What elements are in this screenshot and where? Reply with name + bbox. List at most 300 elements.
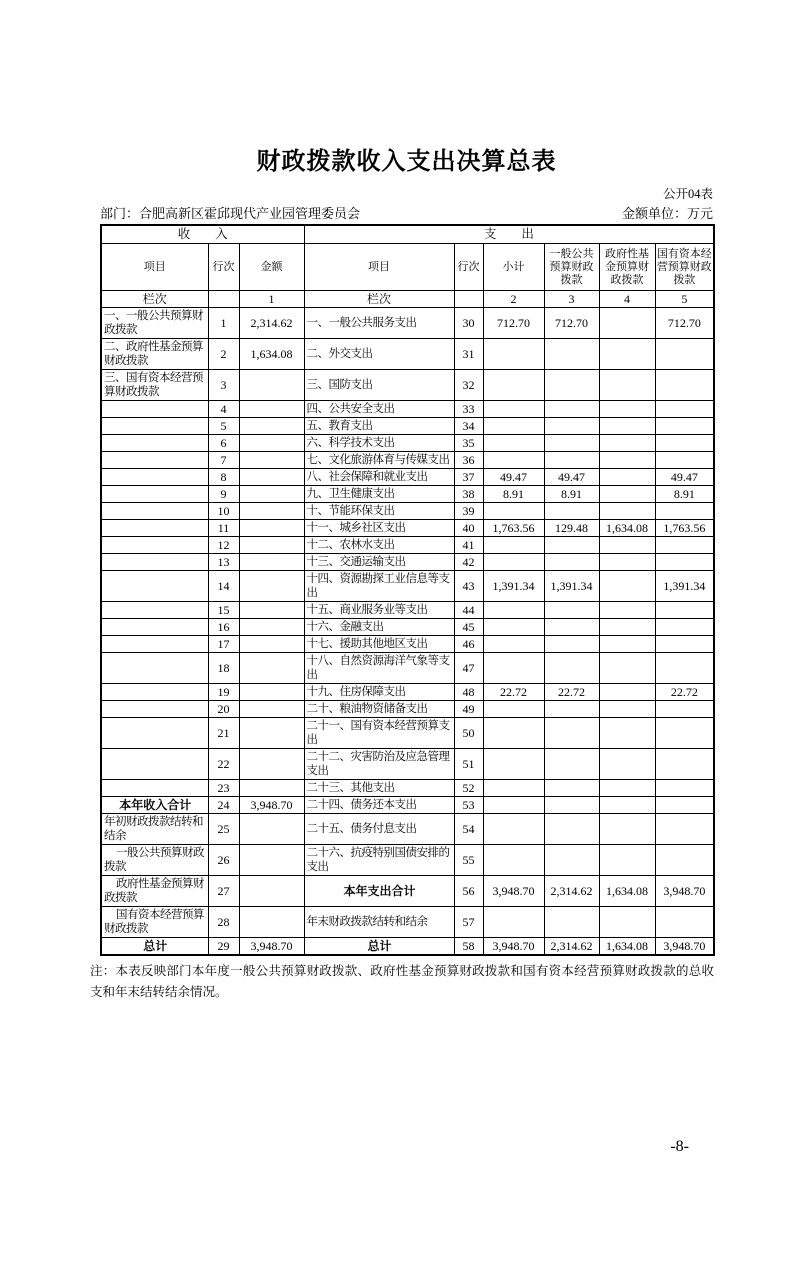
government-fund-budget-cell xyxy=(599,653,655,684)
income-item-cell xyxy=(101,520,208,537)
expenditure-line-no-cell: 49 xyxy=(454,701,483,718)
expenditure-line-no-cell: 52 xyxy=(454,780,483,797)
expenditure-item-cell: 七、文化旅游体育与传媒支出 xyxy=(304,452,454,469)
income-item-cell xyxy=(101,418,208,435)
expenditure-item-cell: 四、公共安全支出 xyxy=(304,401,454,418)
expenditure-line-no-cell: 53 xyxy=(454,797,483,814)
table-row xyxy=(101,814,714,845)
income-item-cell: 国有资本经营预算财政拨款 xyxy=(101,907,208,938)
income-amount-cell: 3,948.70 xyxy=(239,938,304,956)
income-amount-cell xyxy=(239,636,304,653)
subtotal-cell xyxy=(483,370,544,401)
subtotal-cell xyxy=(483,749,544,780)
expenditure-line-no-cell: 40 xyxy=(454,520,483,537)
income-item-cell xyxy=(101,452,208,469)
column-index-row xyxy=(101,291,714,308)
expenditure-item-cell: 十二、农林水支出 xyxy=(304,537,454,554)
government-fund-budget-cell xyxy=(599,537,655,554)
government-fund-budget-cell xyxy=(599,749,655,780)
income-item-cell xyxy=(101,401,208,418)
unit-label: 金额单位：万元 xyxy=(621,206,713,221)
income-amount-cell xyxy=(239,520,304,537)
general-public-budget-cell xyxy=(544,339,599,370)
expenditure-item-cell: 十八、自然资源海洋气象等支出 xyxy=(304,653,454,684)
expenditure-item-cell: 二十二、灾害防治及应急管理支出 xyxy=(304,749,454,780)
government-fund-budget-cell xyxy=(599,418,655,435)
general-public-budget-cell xyxy=(544,636,599,653)
table-row xyxy=(101,845,714,876)
state-capital-budget-cell xyxy=(655,370,714,401)
expenditure-line-no-cell: 30 xyxy=(454,308,483,339)
government-fund-budget-cell xyxy=(599,701,655,718)
income-amount-cell xyxy=(239,469,304,486)
expenditure-line-no-cell: 36 xyxy=(454,452,483,469)
state-capital-budget-cell xyxy=(655,503,714,520)
expenditure-line-no-cell: 34 xyxy=(454,418,483,435)
income-line-no-cell: 12 xyxy=(208,537,239,554)
general-public-budget-cell: 1,391.34 xyxy=(544,571,599,602)
page-number: -8- xyxy=(670,1138,689,1155)
government-fund-budget-cell xyxy=(599,814,655,845)
government-fund-budget-cell xyxy=(599,486,655,503)
expenditure-item-cell: 二、外交支出 xyxy=(304,339,454,370)
income-item-cell xyxy=(101,469,208,486)
government-fund-budget-cell xyxy=(599,435,655,452)
income-line-no-cell: 14 xyxy=(208,571,239,602)
table-row xyxy=(101,469,714,486)
subtotal-cell xyxy=(483,418,544,435)
expenditure-line-no-cell: 35 xyxy=(454,435,483,452)
income-line-no-cell: 5 xyxy=(208,418,239,435)
state-capital-budget-cell xyxy=(655,749,714,780)
column-header-general-public-budget: 一般公共预算财政拨款 xyxy=(544,244,599,291)
table-row xyxy=(101,339,714,370)
table-row xyxy=(101,797,714,814)
department-label: 部门：合肥高新区霍邱现代产业园管理委员会 xyxy=(100,206,361,221)
state-capital-budget-cell xyxy=(655,339,714,370)
income-amount-cell xyxy=(239,486,304,503)
table-row xyxy=(101,370,714,401)
general-public-budget-cell: 8.91 xyxy=(544,486,599,503)
government-fund-budget-cell xyxy=(599,571,655,602)
government-fund-budget-cell xyxy=(599,602,655,619)
income-line-no-cell: 22 xyxy=(208,749,239,780)
income-item-cell xyxy=(101,619,208,636)
table-row xyxy=(101,554,714,571)
expenditure-item-cell: 二十三、其他支出 xyxy=(304,780,454,797)
state-capital-budget-cell xyxy=(655,401,714,418)
table-row xyxy=(101,520,714,537)
income-amount-cell xyxy=(239,554,304,571)
general-public-budget-cell: 2,314.62 xyxy=(544,876,599,907)
state-capital-budget-cell: 3,948.70 xyxy=(655,876,714,907)
state-capital-budget-cell xyxy=(655,636,714,653)
general-public-budget-cell: 49.47 xyxy=(544,469,599,486)
income-amount-cell xyxy=(239,452,304,469)
income-item-cell xyxy=(101,602,208,619)
subtotal-cell xyxy=(483,452,544,469)
table-row xyxy=(101,602,714,619)
income-amount-cell: 2,314.62 xyxy=(239,308,304,339)
subtotal-cell xyxy=(483,636,544,653)
general-public-budget-cell xyxy=(544,814,599,845)
column-header-expenditure-line-no: 行次 xyxy=(454,244,483,291)
expenditure-line-no-cell: 38 xyxy=(454,486,483,503)
column-header-subtotal: 小计 xyxy=(483,244,544,291)
state-capital-budget-cell xyxy=(655,907,714,938)
subtotal-cell: 49.47 xyxy=(483,469,544,486)
meta-row xyxy=(100,205,713,222)
subtotal-cell xyxy=(483,814,544,845)
column-header-income-item: 项目 xyxy=(101,244,208,291)
general-public-budget-cell xyxy=(544,780,599,797)
general-public-budget-cell xyxy=(544,452,599,469)
table-row xyxy=(101,571,714,602)
state-capital-budget-cell xyxy=(655,418,714,435)
income-line-no-cell: 29 xyxy=(208,938,239,956)
expenditure-item-cell: 三、国防支出 xyxy=(304,370,454,401)
income-item-cell: 年初财政拨款结转和结余 xyxy=(101,814,208,845)
income-item-cell xyxy=(101,554,208,571)
state-capital-budget-cell xyxy=(655,537,714,554)
income-amount-cell xyxy=(239,684,304,701)
table-row xyxy=(101,503,714,520)
subtotal-cell xyxy=(483,797,544,814)
subtotal-cell xyxy=(483,503,544,520)
table-note: 注：本表反映部门本年度一般公共预算财政拨款、政府性基金预算财政拨款和国有资本经营预算财政拨款的总收支和年末结转结余情况。 xyxy=(90,964,714,999)
income-amount-cell: 1,634.08 xyxy=(239,339,304,370)
income-line-no-cell: 10 xyxy=(208,503,239,520)
table-row xyxy=(101,435,714,452)
income-amount-cell xyxy=(239,503,304,520)
income-amount-cell xyxy=(239,845,304,876)
state-capital-budget-cell: 22.72 xyxy=(655,684,714,701)
income-item-cell xyxy=(101,684,208,701)
expenditure-line-no-cell: 41 xyxy=(454,537,483,554)
income-item-cell xyxy=(101,503,208,520)
expenditure-line-no-cell: 51 xyxy=(454,749,483,780)
income-amount-cell xyxy=(239,401,304,418)
income-line-no-cell: 1 xyxy=(208,308,239,339)
income-line-no-cell: 6 xyxy=(208,435,239,452)
state-capital-budget-cell xyxy=(655,619,714,636)
subtotal-cell xyxy=(483,602,544,619)
document-page xyxy=(0,147,793,1003)
fiscal-appropriation-table xyxy=(100,224,715,956)
expenditure-item-cell: 十七、援助其他地区支出 xyxy=(304,636,454,653)
subtotal-cell xyxy=(483,845,544,876)
income-amount-cell xyxy=(239,653,304,684)
general-public-budget-cell xyxy=(544,435,599,452)
table-row xyxy=(101,749,714,780)
column-header-expenditure-item: 项目 xyxy=(304,244,454,291)
income-line-no-cell: 18 xyxy=(208,653,239,684)
income-amount-cell xyxy=(239,435,304,452)
column-index-government-fund-budget: 4 xyxy=(599,291,655,308)
income-amount-cell xyxy=(239,780,304,797)
state-capital-budget-cell xyxy=(655,554,714,571)
income-item-cell xyxy=(101,780,208,797)
government-fund-budget-cell xyxy=(599,401,655,418)
income-item-cell: 一般公共预算财政拨款 xyxy=(101,845,208,876)
expenditure-item-cell: 十一、城乡社区支出 xyxy=(304,520,454,537)
expenditure-line-no-cell: 32 xyxy=(454,370,483,401)
income-line-no-cell: 24 xyxy=(208,797,239,814)
column-header-row xyxy=(101,244,714,291)
state-capital-budget-cell xyxy=(655,452,714,469)
income-line-no-cell: 3 xyxy=(208,370,239,401)
column-index-subtotal: 2 xyxy=(483,291,544,308)
expenditure-item-cell: 十四、资源勘探工业信息等支出 xyxy=(304,571,454,602)
expenditure-line-no-cell: 56 xyxy=(454,876,483,907)
expenditure-line-no-cell: 39 xyxy=(454,503,483,520)
income-line-no-cell: 13 xyxy=(208,554,239,571)
expenditure-item-cell: 十五、商业服务业等支出 xyxy=(304,602,454,619)
expenditure-item-cell: 八、社会保障和就业支出 xyxy=(304,469,454,486)
income-line-no-cell: 9 xyxy=(208,486,239,503)
government-fund-budget-cell xyxy=(599,339,655,370)
column-header-income-amount: 金额 xyxy=(239,244,304,291)
state-capital-budget-cell xyxy=(655,797,714,814)
subtotal-cell: 712.70 xyxy=(483,308,544,339)
income-amount-cell: 3,948.70 xyxy=(239,797,304,814)
income-line-no-cell: 23 xyxy=(208,780,239,797)
income-item-cell: 本年收入合计 xyxy=(101,797,208,814)
column-index-income-amount: 1 xyxy=(239,291,304,308)
income-item-cell: 政府性基金预算财政拨款 xyxy=(101,876,208,907)
state-capital-budget-cell xyxy=(655,814,714,845)
income-item-cell: 一、一般公共预算财政拨款 xyxy=(101,308,208,339)
state-capital-budget-cell: 712.70 xyxy=(655,308,714,339)
subtotal-cell: 1,763.56 xyxy=(483,520,544,537)
subtotal-cell xyxy=(483,537,544,554)
government-fund-budget-cell xyxy=(599,780,655,797)
general-public-budget-cell: 22.72 xyxy=(544,684,599,701)
column-header-government-fund-budget: 政府性基金预算财政拨款 xyxy=(599,244,655,291)
expenditure-item-cell: 十三、交通运输支出 xyxy=(304,554,454,571)
state-capital-budget-cell: 3,948.70 xyxy=(655,938,714,956)
general-public-budget-cell xyxy=(544,602,599,619)
expenditure-line-no-cell: 47 xyxy=(454,653,483,684)
income-line-no-cell: 19 xyxy=(208,684,239,701)
general-public-budget-cell xyxy=(544,749,599,780)
income-line-no-cell: 28 xyxy=(208,907,239,938)
expenditure-line-no-cell: 43 xyxy=(454,571,483,602)
general-public-budget-cell xyxy=(544,370,599,401)
general-public-budget-cell xyxy=(544,554,599,571)
general-public-budget-cell xyxy=(544,845,599,876)
expenditure-item-cell: 本年支出合计 xyxy=(304,876,454,907)
column-index-general-public-budget: 3 xyxy=(544,291,599,308)
state-capital-budget-cell xyxy=(655,602,714,619)
general-public-budget-cell xyxy=(544,907,599,938)
general-public-budget-cell: 712.70 xyxy=(544,308,599,339)
income-item-cell xyxy=(101,701,208,718)
state-capital-budget-cell xyxy=(655,780,714,797)
state-capital-budget-cell: 49.47 xyxy=(655,469,714,486)
government-fund-budget-cell xyxy=(599,797,655,814)
subtotal-cell: 22.72 xyxy=(483,684,544,701)
expenditure-line-no-cell: 50 xyxy=(454,718,483,749)
expenditure-line-no-cell: 42 xyxy=(454,554,483,571)
general-public-budget-cell xyxy=(544,797,599,814)
income-item-cell: 三、国有资本经营预算财政拨款 xyxy=(101,370,208,401)
income-line-no-cell: 16 xyxy=(208,619,239,636)
income-line-no-cell: 21 xyxy=(208,718,239,749)
income-item-cell xyxy=(101,636,208,653)
income-line-no-cell: 7 xyxy=(208,452,239,469)
income-line-no-cell: 11 xyxy=(208,520,239,537)
expenditure-line-no-cell: 33 xyxy=(454,401,483,418)
expenditure-item-cell: 总计 xyxy=(304,938,454,956)
column-index-income-line-no xyxy=(208,291,239,308)
table-row xyxy=(101,653,714,684)
subtotal-cell xyxy=(483,435,544,452)
income-amount-cell xyxy=(239,602,304,619)
expenditure-line-no-cell: 48 xyxy=(454,684,483,701)
subtotal-cell xyxy=(483,554,544,571)
state-capital-budget-cell: 1,391.34 xyxy=(655,571,714,602)
column-header-income-line-no: 行次 xyxy=(208,244,239,291)
expenditure-line-no-cell: 58 xyxy=(454,938,483,956)
income-amount-cell xyxy=(239,876,304,907)
expenditure-item-cell: 二十六、抗疫特别国债安排的支出 xyxy=(304,845,454,876)
expenditure-item-cell: 二十一、国有资本经营预算支出 xyxy=(304,718,454,749)
general-public-budget-cell xyxy=(544,418,599,435)
column-header-state-capital-budget: 国有资本经营预算财政拨款 xyxy=(655,244,714,291)
subtotal-cell: 3,948.70 xyxy=(483,938,544,956)
income-item-cell: 总计 xyxy=(101,938,208,956)
table-row xyxy=(101,619,714,636)
income-item-cell: 二、政府性基金预算财政拨款 xyxy=(101,339,208,370)
government-fund-budget-cell xyxy=(599,845,655,876)
state-capital-budget-cell: 8.91 xyxy=(655,486,714,503)
government-fund-budget-cell xyxy=(599,619,655,636)
state-capital-budget-cell xyxy=(655,435,714,452)
government-fund-budget-cell xyxy=(599,718,655,749)
table-row xyxy=(101,701,714,718)
table-row xyxy=(101,636,714,653)
government-fund-budget-cell xyxy=(599,452,655,469)
expenditure-line-no-cell: 44 xyxy=(454,602,483,619)
income-item-cell xyxy=(101,571,208,602)
income-line-no-cell: 2 xyxy=(208,339,239,370)
expenditure-item-cell: 一、一般公共服务支出 xyxy=(304,308,454,339)
subtotal-cell xyxy=(483,401,544,418)
government-fund-budget-cell xyxy=(599,308,655,339)
income-amount-cell xyxy=(239,907,304,938)
income-line-no-cell: 26 xyxy=(208,845,239,876)
state-capital-budget-cell xyxy=(655,845,714,876)
income-item-cell xyxy=(101,749,208,780)
income-amount-cell xyxy=(239,701,304,718)
government-fund-budget-cell: 1,634.08 xyxy=(599,520,655,537)
subtotal-cell xyxy=(483,701,544,718)
table-row xyxy=(101,907,714,938)
subtotal-cell: 1,391.34 xyxy=(483,571,544,602)
income-group-header: 收 入 xyxy=(101,225,304,244)
general-public-budget-cell: 2,314.62 xyxy=(544,938,599,956)
income-line-no-cell: 27 xyxy=(208,876,239,907)
government-fund-budget-cell: 1,634.08 xyxy=(599,938,655,956)
column-index-state-capital-budget: 5 xyxy=(655,291,714,308)
expenditure-item-cell: 六、科学技术支出 xyxy=(304,435,454,452)
expenditure-item-cell: 年末财政拨款结转和结余 xyxy=(304,907,454,938)
table-row xyxy=(101,401,714,418)
subtotal-cell xyxy=(483,339,544,370)
general-public-budget-cell: 129.48 xyxy=(544,520,599,537)
table-row xyxy=(101,308,714,339)
income-amount-cell xyxy=(239,418,304,435)
government-fund-budget-cell xyxy=(599,907,655,938)
expenditure-line-no-cell: 57 xyxy=(454,907,483,938)
expenditure-group-header: 支 出 xyxy=(304,225,714,244)
income-item-cell xyxy=(101,537,208,554)
general-public-budget-cell xyxy=(544,619,599,636)
income-item-cell xyxy=(101,486,208,503)
subtotal-cell xyxy=(483,718,544,749)
income-amount-cell xyxy=(239,537,304,554)
subtotal-cell xyxy=(483,653,544,684)
expenditure-line-no-cell: 37 xyxy=(454,469,483,486)
form-number-label: 公开04表 xyxy=(662,187,713,201)
income-line-no-cell: 8 xyxy=(208,469,239,486)
government-fund-budget-cell xyxy=(599,503,655,520)
table-row xyxy=(101,537,714,554)
table-row xyxy=(101,718,714,749)
income-amount-cell xyxy=(239,619,304,636)
table-row xyxy=(101,486,714,503)
expenditure-item-cell: 九、卫生健康支出 xyxy=(304,486,454,503)
government-fund-budget-cell xyxy=(599,554,655,571)
income-amount-cell xyxy=(239,370,304,401)
column-index-income-item: 栏次 xyxy=(101,291,208,308)
column-index-expenditure-item: 栏次 xyxy=(304,291,454,308)
state-capital-budget-cell: 1,763.56 xyxy=(655,520,714,537)
general-public-budget-cell xyxy=(544,401,599,418)
income-item-cell xyxy=(101,653,208,684)
group-header-row xyxy=(101,225,714,244)
subtotal-cell xyxy=(483,780,544,797)
table-row xyxy=(101,418,714,435)
expenditure-item-cell: 二十四、债务还本支出 xyxy=(304,797,454,814)
page-title: 财政拨款收入支出决算总表 xyxy=(256,148,557,175)
subtotal-cell: 3,948.70 xyxy=(483,876,544,907)
income-line-no-cell: 20 xyxy=(208,701,239,718)
income-amount-cell xyxy=(239,814,304,845)
state-capital-budget-cell xyxy=(655,653,714,684)
income-line-no-cell: 25 xyxy=(208,814,239,845)
income-item-cell xyxy=(101,435,208,452)
income-amount-cell xyxy=(239,718,304,749)
general-public-budget-cell xyxy=(544,701,599,718)
general-public-budget-cell xyxy=(544,503,599,520)
table-row xyxy=(101,684,714,701)
expenditure-line-no-cell: 31 xyxy=(454,339,483,370)
government-fund-budget-cell xyxy=(599,469,655,486)
income-line-no-cell: 4 xyxy=(208,401,239,418)
expenditure-item-cell: 十九、住房保障支出 xyxy=(304,684,454,701)
income-amount-cell xyxy=(239,749,304,780)
government-fund-budget-cell xyxy=(599,370,655,401)
expenditure-item-cell: 五、教育支出 xyxy=(304,418,454,435)
income-amount-cell xyxy=(239,571,304,602)
expenditure-line-no-cell: 46 xyxy=(454,636,483,653)
state-capital-budget-cell xyxy=(655,718,714,749)
expenditure-line-no-cell: 45 xyxy=(454,619,483,636)
government-fund-budget-cell: 1,634.08 xyxy=(599,876,655,907)
income-line-no-cell: 17 xyxy=(208,636,239,653)
